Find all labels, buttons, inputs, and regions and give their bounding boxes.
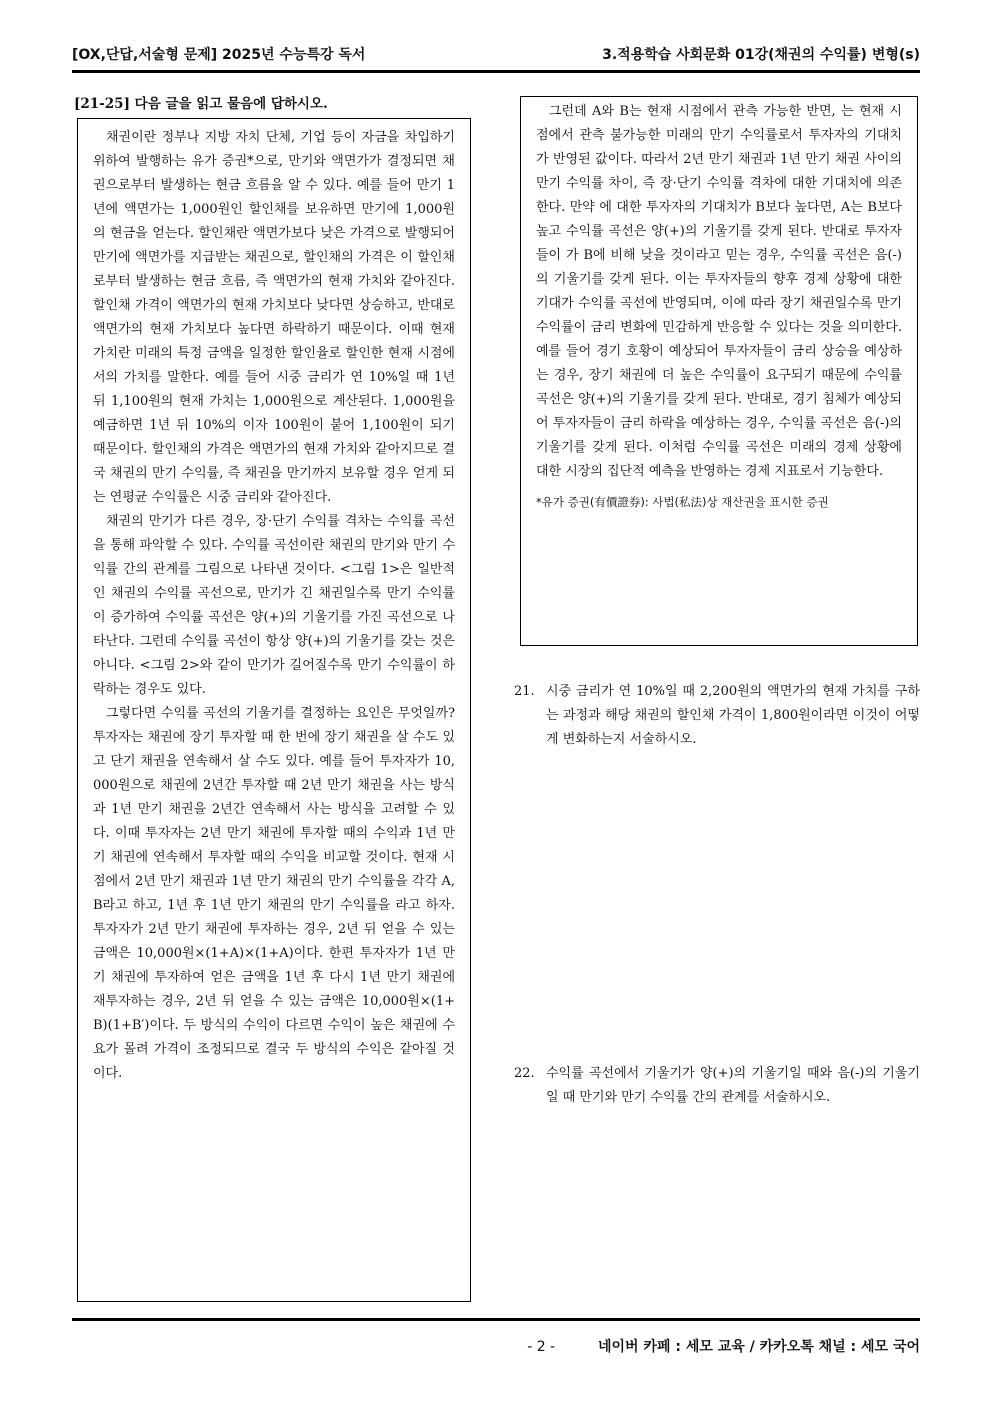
question-text: 수익률 곡선에서 기울기가 양(+)의 기울기일 때와 음(-)의 기울기일 때 만기와 만기 수익률 간의 관계를 서술하시오. (546, 1066, 920, 1105)
question-number: 22. (514, 1066, 535, 1081)
footnote: *유가 증권(有價證券): 사법(私法)상 재산권을 표시한 증권 (536, 495, 829, 509)
passage-paragraph: 채권의 만기가 다른 경우, 장·단기 수익률 격차는 수익률 곡선을 통해 파악할 수 있다. 수익률 곡선이란 채권의 만기와 만기 수익률 간의 관계를 그림으로 나타낸 것이다. <그림 1>은 일반적인 채권의 수익률 곡선으로, 만기가 긴 채권일수록 만기 수익률이 증가하여 수익률 곡선은 양(+)의 기울기를 가진 곡선으로 나타난다. 그런데 수익률 곡선이 항상 양(+)의 기울기를 갖는 것은 아니다. <그림 2>와 같이 만기가 길어질수록 만기 수익률이 하락하는 경우도 있다. (93, 514, 455, 697)
passage-paragraph: 그런데 A와 B는 현재 시점에서 관측 가능한 반면, 는 현재 시점에서 관측 불가능한 미래의 만기 수익률로서 투자자의 기대치가 반영된 값이다. 따라서 2년 만기 채권과 1년 만기 채권 사이의 만기 수익률 차이, 즉 장·단기 수익률 격차에 대한 기대치에 의존한다. 만약 에 대한 투자자의 기대치가 B보다 높다면, A는 B보다 높고 수익률 곡선은 양(+)의 기울기를 갖게 된다. 반대로 투자자들이 가 B에 비해 낮을 것이라고 믿는 경우, 수익률 곡선은 음(-)의 기울기를 갖게 된다. 이는 투자자들의 향후 경제 상황에 대한 기대가 수익률 곡선에 반영되며, 이에 따라 장기 채권일수록 만기 수익률이 금리 변화에 민감하게 반응할 수 있다는 것을 의미한다. 예를 들어 경기 호황이 예상되어 투자자들이 금리 상승을 예상하는 경우, 장기 채권에 더 높은 수익률이 요구되기 때문에 수익률 곡선은 양(+)의 기울기를 갖게 된다. 반대로, 경기 침체가 예상되어 투자자들이 금리 하락을 예상하는 경우, 수익률 곡선은 음(-)의 기울기를 갖게 된다. 이처럼 수익률 곡선은 미래의 경제 상황에 대한 시장의 집단적 예측을 반영하는 경제 지표로서 기능한다. (536, 104, 902, 479)
passage-left-box (77, 118, 471, 1302)
header-right-title: 3.적용학습 사회문화 01강(채권의 수익률) 변형(s) (602, 47, 920, 63)
page-number: - 2 - (527, 1339, 556, 1355)
question-21 (514, 680, 920, 752)
question-22 (514, 1062, 920, 1110)
top-divider (72, 70, 920, 73)
section-title: [21-25] 다음 글을 읽고 물음에 답하시오. (74, 96, 328, 112)
bottom-divider (72, 1318, 920, 1321)
footer-text: 네이버 카페 : 세모 교육 / 카카오톡 채널 : 세모 국어 (597, 1339, 920, 1355)
header-left-title: [OX,단답,서술형 문제] 2025년 수능특강 독서 (72, 47, 366, 63)
passage-paragraph: 채권이란 정부나 지방 자치 단체, 기업 등이 자금을 차입하기 위하여 발행하는 유가 증권*으로, 만기와 액면가가 결정되면 채권으로부터 발생하는 현금 흐름을 알 수 있다. 예를 들어 만기 1년에 액면가는 1,000원인 할인채를 보유하면 만기에 1,000원의 현금을 얻는다. 할인채란 액면가보다 낮은 가격으로 발행되어 만기에 액면가를 지급받는 채권으로, 할인채의 가격은 이 할인채로부터 발생하는 현금 흐름, 즉 액면가의 현재 가치와 같아진다. 할인채 가격이 액면가의 현재 가치보다 낮다면 상승하고, 반대로 액면가의 현재 가치보다 높다면 하락하기 때문이다. 이때 현재 가치란 미래의 특정 금액을 일정한 할인율로 할인한 현재 시점에서의 가치를 말한다. 예를 들어 시중 금리가 연 10%일 때 1년 뒤 1,100원의 현재 가치는 1,000원으로 계산된다. 1,000원을 예금하면 1년 뒤 10%의 이자 100원이 붙어 1,100원이 되기 때문이다. 할인채의 가격은 액면가의 현재 가치와 같아지므로 결국 채권의 만기 수익률, 즉 채권을 만기까지 보유할 경우 얻게 되는 연평균 수익률은 시중 금리와 같아진다. (93, 130, 455, 505)
question-text: 시중 금리가 연 10%일 때 2,200원의 액면가의 현재 가치를 구하는 과정과 해당 채권의 할인채 가격이 1,800원이라면 이것이 어떻게 변화하는지 서술하시오. (546, 684, 920, 747)
passage-paragraph: 그렇다면 수익률 곡선의 기울기를 결정하는 요인은 무엇일까? 투자자는 채권에 장기 투자할 때 한 번에 장기 채권을 살 수도 있고 단기 채권을 연속해서 살 수도 있다. 예를 들어 투자자가 10,000원으로 채권에 2년간 투자할 때 2년 만기 채권을 사는 방식과 1년 만기 채권을 2년간 연속해서 사는 방식을 고려할 수 있다. 이때 투자자는 2년 만기 채권에 투자할 때의 수익과 1년 만기 채권에 연속해서 투자할 때의 수익을 비교할 것이다. 현재 시점에서 2년 만기 채권과 1년 만기 채권의 만기 수익률을 각각 A, B라고 하고, 1년 후 1년 만기 채권의 만기 수익률을 라고 하자. 투자자가 2년 만기 채권에 투자하는 경우, 2년 뒤 얻을 수 있는 금액은 10,000원×(1+A)×(1+A)이다. 한편 투자자가 1년 만기 채권에 투자하여 얻은 금액을 1년 후 다시 1년 만기 채권에 재투자하는 경우, 2년 뒤 얻을 수 있는 금액은 10,000원×(1+B)(1+B′)이다. 두 방식의 수익이 다르면 수익이 높은 채권에 수요가 몰려 가격이 조정되므로 결국 두 방식의 수익은 같아질 것이다. (93, 706, 455, 1081)
footer (527, 1336, 920, 1356)
passage-right-box (520, 96, 918, 646)
question-number: 21. (514, 684, 535, 699)
